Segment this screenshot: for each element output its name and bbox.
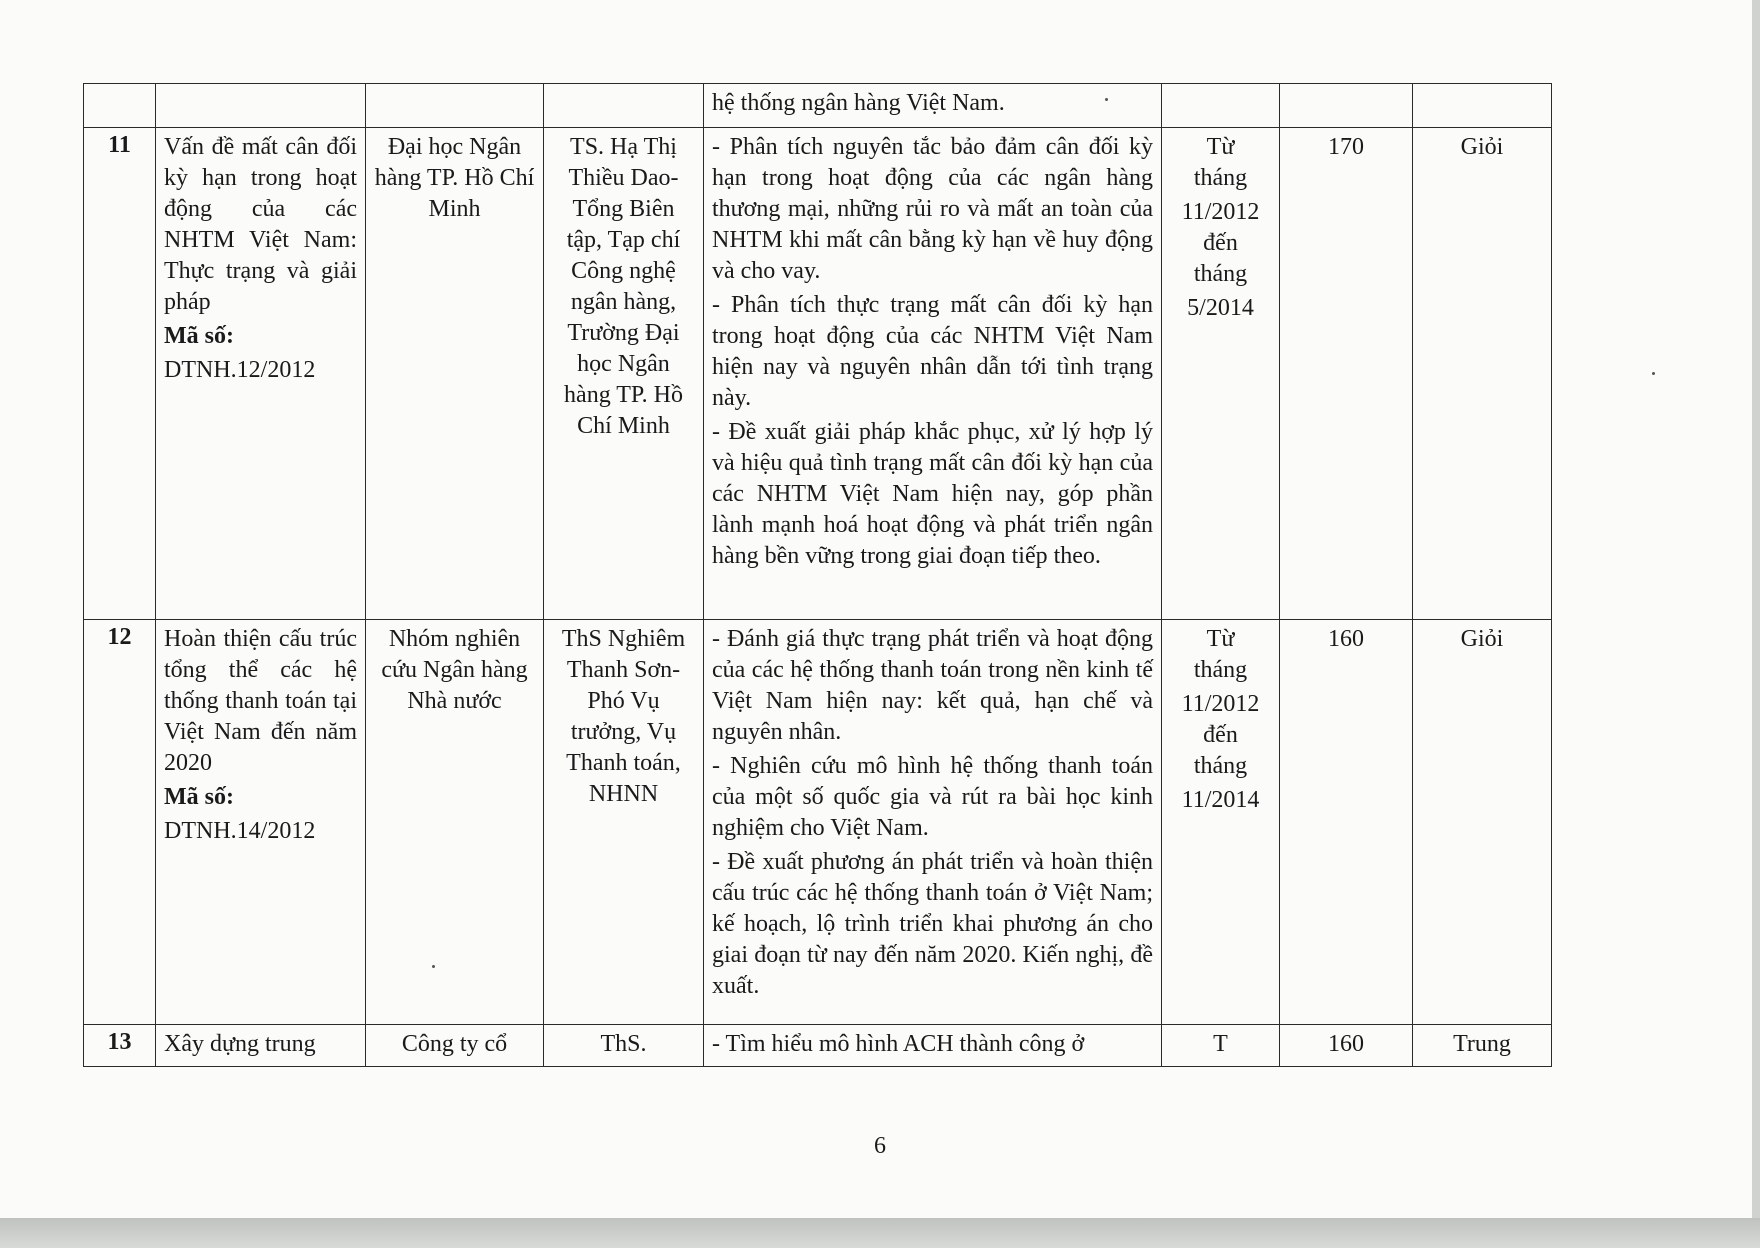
cell-result: Giỏi — [1413, 128, 1552, 620]
table-row-continuation — [84, 84, 1552, 128]
content-item: - Đề xuất giải pháp khắc phục, xử lý hợp lý và hiệu quả tình trạng mất cân đối kỳ hạn của các NHTM Việt Nam hiện nay, góp phần lành mạnh hoá hoạt động và phát triển ngân hàng bền vững trong giai đoạn tiếp theo. — [712, 419, 1153, 569]
title-text: Hoàn thiện cấu trúc tổng thể các hệ thống thanh toán tại Việt Nam đến năm 2020 — [164, 626, 357, 776]
cell-result: Trung — [1413, 1025, 1552, 1067]
page-number: 6 — [874, 1133, 886, 1159]
time-line: 5/2014 — [1187, 295, 1254, 321]
cell-lead: ThS Nghiêm Thanh Sơn-Phó Vụ trưởng, Vụ Thanh toán, NHNN — [544, 620, 704, 1025]
time-line: đến — [1203, 722, 1238, 748]
cell-lead — [544, 84, 704, 128]
cell-unit — [366, 84, 544, 128]
content-item: - Phân tích thực trạng mất cân đối kỳ hạn trong hoạt động của các NHTM Việt Nam hiện nay và nguyên nhân dẫn tới tình trạng này. — [712, 292, 1153, 411]
time-line: Từ — [1206, 626, 1235, 652]
scan-speck — [1105, 98, 1108, 101]
code-label: Mã số: — [164, 784, 234, 810]
cell-unit: Công ty cổ — [366, 1025, 544, 1067]
time-line: tháng — [1193, 165, 1248, 191]
code-label: Mã số: — [164, 323, 234, 349]
content-item: - Đánh giá thực trạng phát triển và hoạt động của các hệ thống thanh toán trong nền kinh tế Việt Nam hiện nay: kết quả, hạn chế và nguyên nhân. — [712, 626, 1153, 745]
code-value: DTNH.12/2012 — [164, 357, 316, 383]
cell-title — [156, 128, 366, 620]
content-item: - Phân tích nguyên tắc bảo đảm cân đối kỳ hạn trong hoạt động của các ngân hàng thương mại, những rủi ro và mất an toàn của NHTM khi mất cân bằng kỳ hạn về huy động và cho vay. — [712, 134, 1153, 284]
cell-unit: Đại học Ngân hàng TP. Hồ Chí Minh — [366, 128, 544, 620]
cell-title — [156, 620, 366, 1025]
cell-title — [156, 84, 366, 128]
cell-time — [1162, 84, 1280, 128]
cell-unit: Nhóm nghiên cứu Ngân hàng Nhà nước — [366, 620, 544, 1025]
cell-budget: 170 — [1280, 128, 1413, 620]
research-table — [83, 83, 1552, 1067]
cell-content — [704, 620, 1162, 1025]
cell-budget: 160 — [1280, 620, 1413, 1025]
cell-content: - Tìm hiểu mô hình ACH thành công ở — [704, 1025, 1162, 1067]
time-line: 11/2014 — [1181, 787, 1260, 813]
cell-result: Giỏi — [1413, 620, 1552, 1025]
time-line: Từ — [1206, 134, 1235, 160]
content-item: - Đề xuất phương án phát triển và hoàn thiện cấu trúc các hệ thống thanh toán ở Việt Nam; kế hoạch, lộ trình triển khai phương án cho giai đoạn từ nay đến năm 2020. Kiến nghị, đề xuất. — [712, 849, 1153, 999]
title-text: Vấn đề mất cân đối kỳ hạn trong hoạt động của các NHTM Việt Nam: Thực trạng và giải pháp — [164, 134, 357, 315]
cell-stt: 12 — [84, 620, 156, 1025]
table-row — [84, 1025, 1552, 1067]
cell-budget: 160 — [1280, 1025, 1413, 1067]
content-text: hệ thống ngân hàng Việt Nam. — [712, 90, 1005, 116]
time-line: đến — [1203, 230, 1238, 256]
cell-content — [704, 128, 1162, 620]
time-line: tháng — [1193, 753, 1248, 779]
cell-time — [1162, 620, 1280, 1025]
cell-lead: TS. Hạ Thị Thiều Dao-Tổng Biên tập, Tạp chí Công nghệ ngân hàng, Trường Đại học Ngân hàng TP. Hồ Chí Minh — [544, 128, 704, 620]
cell-stt — [84, 84, 156, 128]
cell-lead: ThS. — [544, 1025, 704, 1067]
time-line: 11/2012 — [1181, 691, 1260, 717]
table-row — [84, 620, 1552, 1025]
table-row — [84, 128, 1552, 620]
cell-stt: 13 — [84, 1025, 156, 1067]
cell-result — [1413, 84, 1552, 128]
scan-speck — [1652, 372, 1655, 375]
time-line: tháng — [1193, 657, 1248, 683]
scan-speck — [432, 965, 435, 968]
cell-content — [704, 84, 1162, 128]
cell-title: Xây dựng trung — [156, 1025, 366, 1067]
cell-time: T — [1162, 1025, 1280, 1067]
cell-stt: 11 — [84, 128, 156, 620]
content-item: - Nghiên cứu mô hình hệ thống thanh toán của một số quốc gia và rút ra bài học kinh nghiệm cho Việt Nam. — [712, 753, 1153, 841]
cell-time — [1162, 128, 1280, 620]
cell-budget — [1280, 84, 1413, 128]
scan-edge — [0, 1218, 1760, 1248]
time-line: tháng — [1193, 261, 1248, 287]
time-line: 11/2012 — [1181, 199, 1260, 225]
code-value: DTNH.14/2012 — [164, 818, 316, 844]
